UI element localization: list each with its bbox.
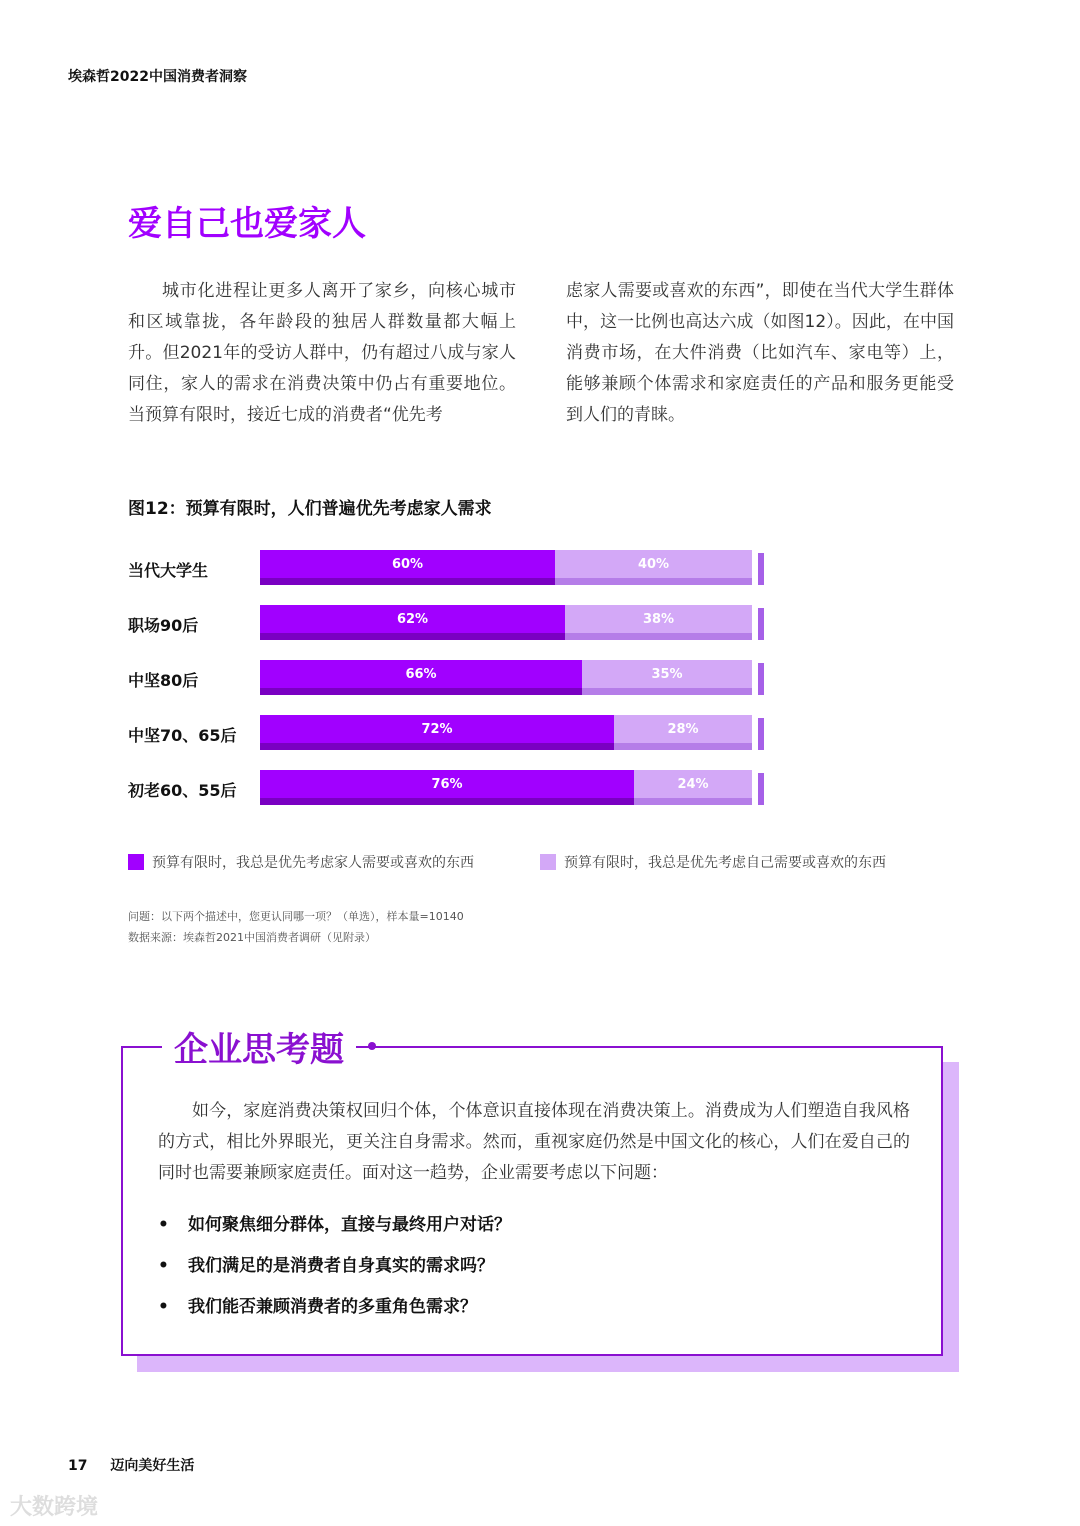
bar-side — [758, 663, 764, 695]
bar-segment-family: 72% — [260, 715, 614, 750]
legend-item-self — [540, 852, 886, 872]
bar-row — [128, 660, 768, 696]
bar-segment-self: 35% — [582, 660, 752, 695]
question-item: • 我们能否兼顾消费者的多重角色需求？ — [158, 1297, 477, 1317]
bar-segment-family: 66% — [260, 660, 582, 695]
report-header: 埃森哲2022中国消费者洞察 — [68, 69, 247, 85]
body-paragraph-right: 虑家人需要或喜欢的东西”，即使在当代大学生群体中，这一比例也高达六成（如图12）。因此，在中国消费市场，在大件消费（比如汽车、家电等）上，能够兼顾个体需求和家庭责任的产品和服务更能受到人们的青睐。 — [566, 281, 954, 425]
bar — [260, 550, 758, 586]
category-label: 中坚80后 — [128, 671, 199, 690]
legend-label: 预算有限时，我总是优先考虑家人需要或喜欢的东西 — [152, 855, 474, 871]
category-label: 初老60、55后 — [128, 781, 237, 800]
page-footer — [68, 1455, 194, 1475]
question-item: • 如何聚焦细分群体，直接与最终用户对话？ — [158, 1215, 511, 1235]
bar-segment-family: 62% — [260, 605, 565, 640]
bar-side — [758, 773, 764, 805]
bar-side — [758, 553, 764, 585]
bar — [260, 770, 758, 806]
category-label: 当代大学生 — [128, 561, 209, 580]
legend-swatch — [128, 854, 144, 870]
watermark: 大数跨境 — [10, 1495, 99, 1520]
bar-segment-self: 28% — [614, 715, 752, 750]
category-label: 职场90后 — [128, 616, 199, 635]
bar-row — [128, 605, 768, 641]
title-dot — [368, 1042, 376, 1050]
bar-segment-self: 40% — [555, 550, 752, 585]
legend-swatch — [540, 854, 556, 870]
legend-label: 预算有限时，我总是优先考虑自己需要或喜欢的东西 — [564, 855, 886, 871]
bar-row — [128, 770, 768, 806]
footer-section: 迈向美好生活 — [110, 1458, 195, 1474]
bar — [260, 660, 758, 696]
bar-segment-family: 76% — [260, 770, 634, 805]
box-paragraph: 如今，家庭消费决策权回归个体，个体意识直接体现在消费决策上。消费成为人们塑造自我风格的方式，相比外界眼光，更关注自身需求。然而，重视家庭仍然是中国文化的核心，人们在爱自己的同时也需要兼顾家庭责任。面对这一趋势，企业需要考虑以下问题： — [158, 1101, 910, 1183]
legend-item-family — [128, 852, 474, 872]
category-label: 中坚70、65后 — [128, 726, 237, 745]
bar-segment-self: 38% — [565, 605, 752, 640]
body-paragraph-left: 城市化进程让更多人离开了家乡，向核心城市和区域靠拢，各年龄段的独居人群数量都大幅上升。但2021年的受访人群中，仍有超过八成与家人同住，家人的需求在消费决策中仍占有重要地位。当预算有限时，接近七成的消费者“优先考 — [128, 281, 516, 425]
chart-title: 图12：预算有限时，人们普遍优先考虑家人需求 — [128, 499, 492, 519]
bar-segment-family: 60% — [260, 550, 555, 585]
bar-side — [758, 608, 764, 640]
source-note: 数据来源：埃森哲2021中国消费者调研（见附录） — [128, 931, 376, 944]
bar — [260, 715, 758, 751]
section-title: 爱自己也爱家人 — [128, 204, 366, 244]
page-number: 17 — [68, 1458, 88, 1474]
question-item: • 我们满足的是消费者自身真实的需求吗？ — [158, 1256, 494, 1276]
question-note: 问题：以下两个描述中，您更认同哪一项？（单选），样本量=10140 — [128, 910, 464, 923]
bar-segment-self: 24% — [634, 770, 752, 805]
bar-side — [758, 718, 764, 750]
bar — [260, 605, 758, 641]
box-title: 企业思考题 — [162, 1022, 356, 1071]
bar-row — [128, 715, 768, 751]
bar-row — [128, 550, 768, 586]
